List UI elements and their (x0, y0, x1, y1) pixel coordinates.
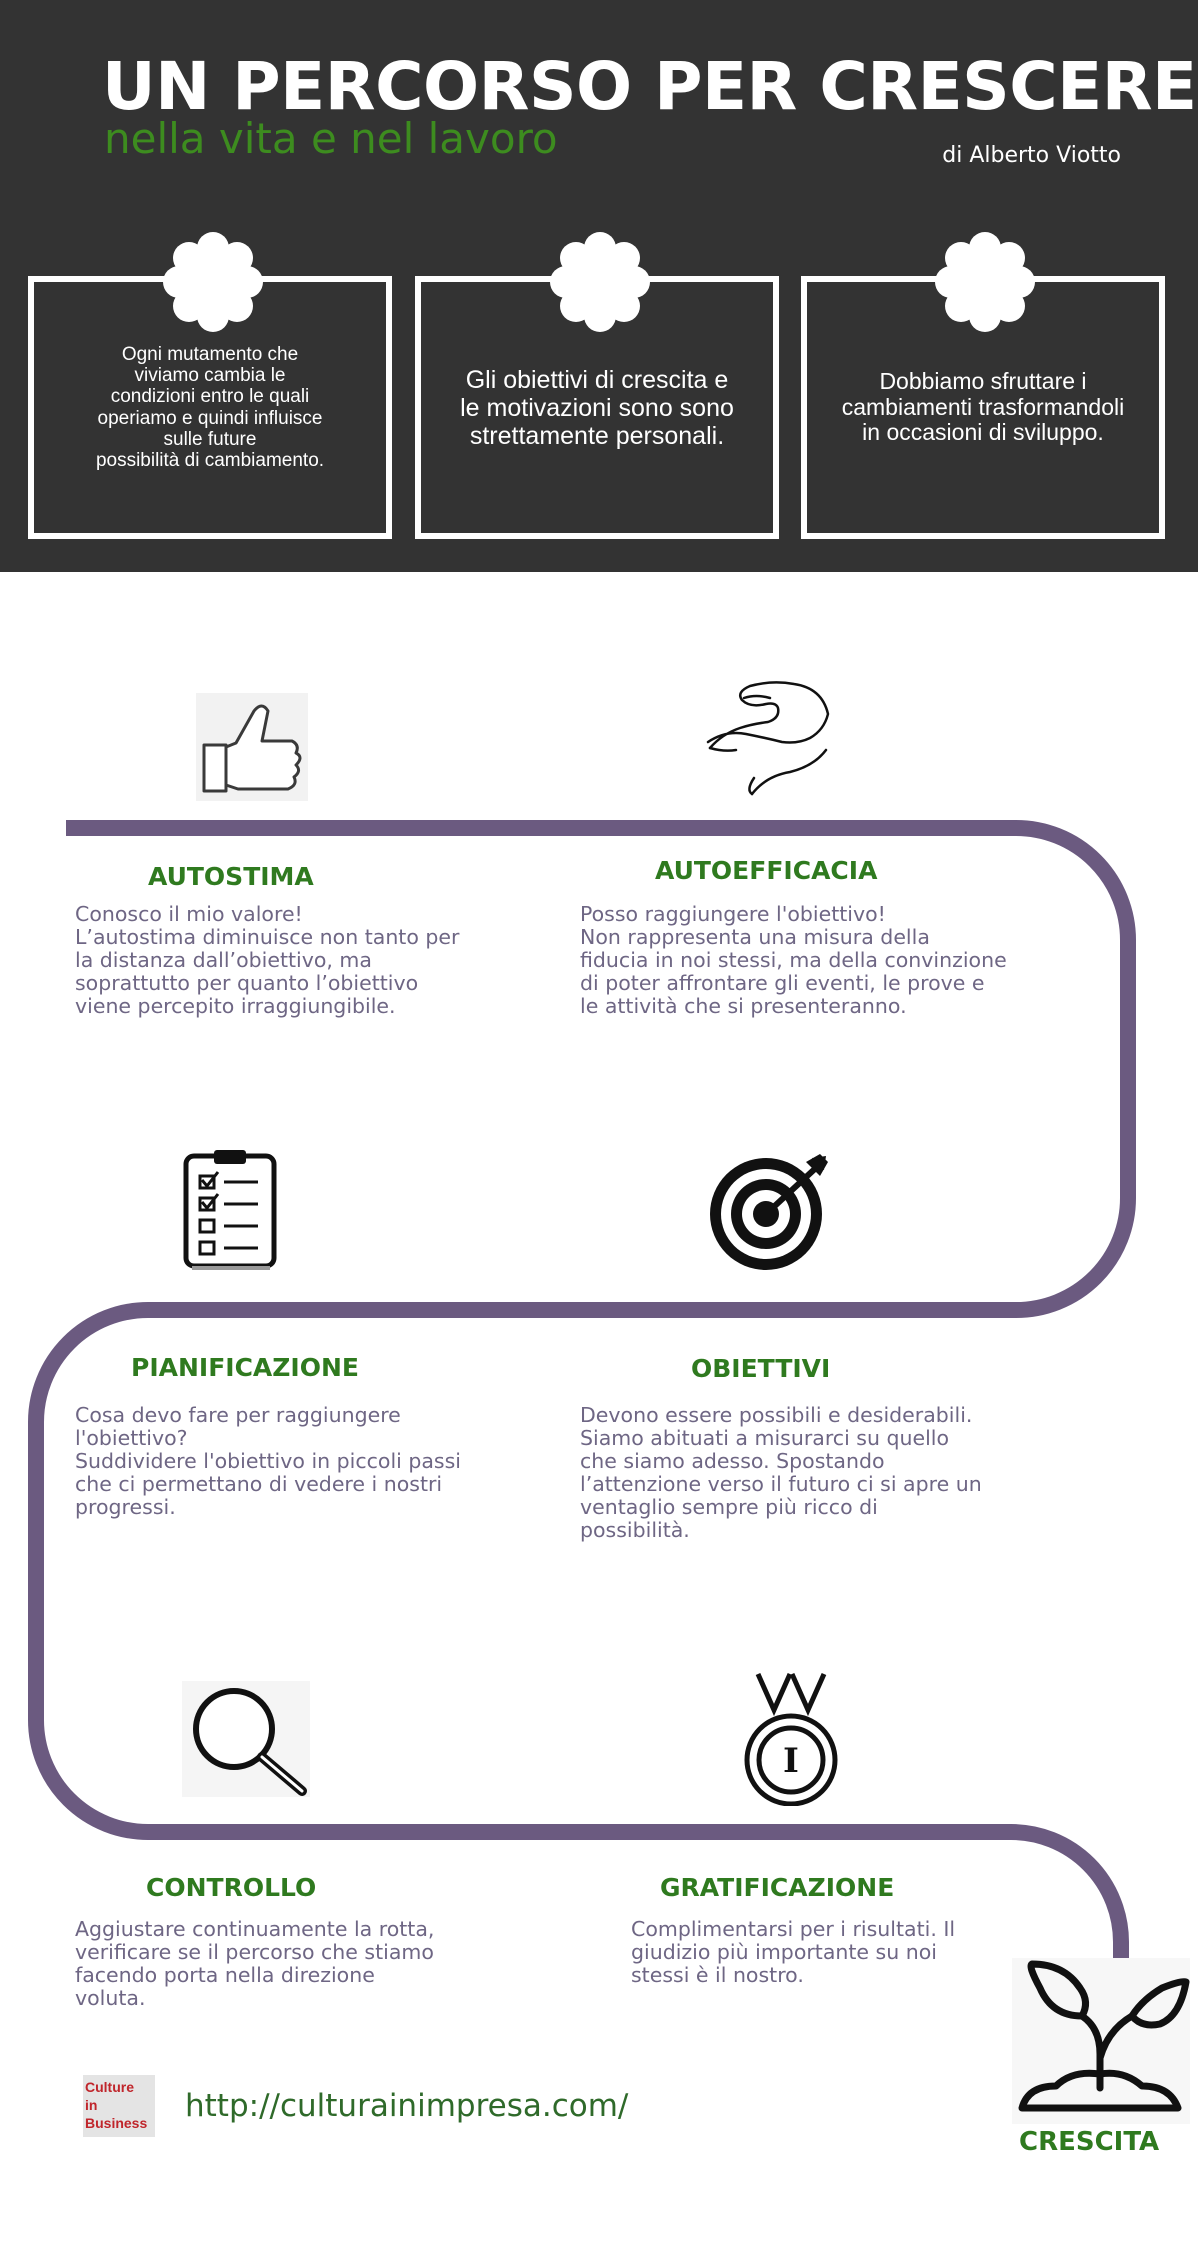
intro-box-1-line: Ogni mutamento che (121, 343, 299, 365)
step-text-line: possibilità. (580, 1518, 690, 1542)
svg-text:I: I (783, 1741, 799, 1781)
target-icon (708, 1154, 832, 1272)
step-title-autoefficacia: AUTOEFFICACIA (655, 856, 878, 885)
thumbs-up-icon (196, 693, 308, 801)
flexed-arm-icon (706, 678, 832, 800)
step-title-pianificazione: PIANIFICAZIONE (131, 1353, 359, 1382)
website-link[interactable]: http://culturainimpresa.com/ (185, 2088, 629, 2124)
intro-box-1-line: condizioni entro le quali (110, 386, 310, 408)
step-text-line: stessi è il nostro. (631, 1963, 804, 1987)
step-text-line: ventaglio sempre più ricco di (580, 1495, 878, 1519)
step-text-line: Non rappresenta una misura della (580, 925, 930, 949)
logo-text: Business (85, 2115, 148, 2131)
step-text-line: verificare se il percorso che stiamo (75, 1940, 434, 1964)
step-title-controllo: CONTROLLO (146, 1873, 317, 1902)
step-text-line: Siamo abituati a misurarci su quello (580, 1426, 950, 1450)
step-text-line: Complimentarsi per i risultati. Il (631, 1917, 956, 1941)
page-title: UN PERCORSO PER CRESCERE (102, 48, 1197, 125)
checklist-icon (140, 1142, 324, 1282)
culture-in-business-logo (83, 2075, 155, 2137)
intro-box-1-line: possibilità di cambiamento. (95, 450, 325, 472)
step-text-line: Cosa devo fare per raggiungere (75, 1403, 401, 1427)
logo-text: Culture (85, 2079, 134, 2095)
step-text-gratificazione (631, 1918, 955, 1987)
author-credit: di Alberto Viotto (942, 143, 1121, 168)
step-text-pianificazione (75, 1404, 461, 1519)
page-subtitle: nella vita e nel lavoro (104, 114, 558, 163)
step-text-line: Conosco il mio valore! (75, 902, 303, 926)
step-text-line: le attività che si presenteranno. (580, 994, 907, 1018)
step-title-gratificazione: GRATIFICAZIONE (660, 1873, 895, 1902)
intro-box-2-line: strettamente personali. (469, 421, 725, 450)
step-text-line: che ci permettano di vedere i nostri (75, 1472, 443, 1496)
logo-text: in (85, 2097, 98, 2113)
step-text-line: Devono essere possibili e desiderabili. (580, 1403, 973, 1427)
step-text-line: voluta. (75, 1986, 146, 2010)
step-text-line: fiducia in noi stessi, ma della convinzione (580, 948, 1007, 972)
step-title-obiettivi: OBIETTIVI (691, 1354, 831, 1383)
intro-box-2-line: Gli obiettivi di crescita e (465, 365, 729, 394)
intro-box-3-line: Dobbiamo sfruttare i (879, 367, 1087, 394)
magnifier-icon (182, 1681, 310, 1797)
step-title-autostima: AUTOSTIMA (148, 862, 314, 891)
step-text-line: Aggiustare continuamente la rotta, (75, 1917, 435, 1941)
step-text-line: viene percepito irraggiungibile. (75, 994, 396, 1018)
step-text-line: soprattutto per quanto l’obiettivo (75, 971, 419, 995)
step-text-line: L’autostima diminuisce non tanto per (75, 925, 460, 949)
crescita-label: CRESCITA (1019, 2127, 1160, 2157)
intro-box-1-line: sulle future (163, 428, 257, 450)
intro-box-1-line: operiamo e quindi influisce (97, 407, 323, 429)
step-text-autostima (75, 903, 459, 1018)
step-text-line: che siamo adesso. Spostando (580, 1449, 885, 1473)
sprout-icon (1012, 1958, 1190, 2124)
step-text-line: facendo porta nella direzione (75, 1963, 375, 1987)
medal-icon (736, 1670, 846, 1806)
step-text-autoefficacia (580, 903, 1007, 1018)
step-text-line: l’attenzione verso il futuro ci si apre un (580, 1472, 982, 1496)
intro-box-3-line: cambiamenti trasformandoli (841, 393, 1125, 420)
intro-box-3-line: in occasioni di sviluppo. (862, 419, 1104, 446)
step-text-line: di poter affrontare gli eventi, le prove e (580, 971, 985, 995)
step-text-line: la distanza dall’obiettivo, ma (75, 948, 372, 972)
step-text-line: progressi. (75, 1495, 176, 1519)
step-text-line: l'obiettivo? (75, 1426, 188, 1450)
intro-box-2-line: le motivazioni sono sono (460, 393, 734, 422)
intro-box-1-line: viviamo cambia le (134, 364, 286, 386)
step-text-controllo (75, 1918, 434, 2010)
step-text-obiettivi (580, 1404, 982, 1542)
step-text-line: Posso raggiungere l'obiettivo! (580, 902, 886, 926)
step-text-line: Suddividere l'obiettivo in piccoli passi (75, 1449, 461, 1473)
step-text-line: giudizio più importante su noi (631, 1940, 937, 1964)
